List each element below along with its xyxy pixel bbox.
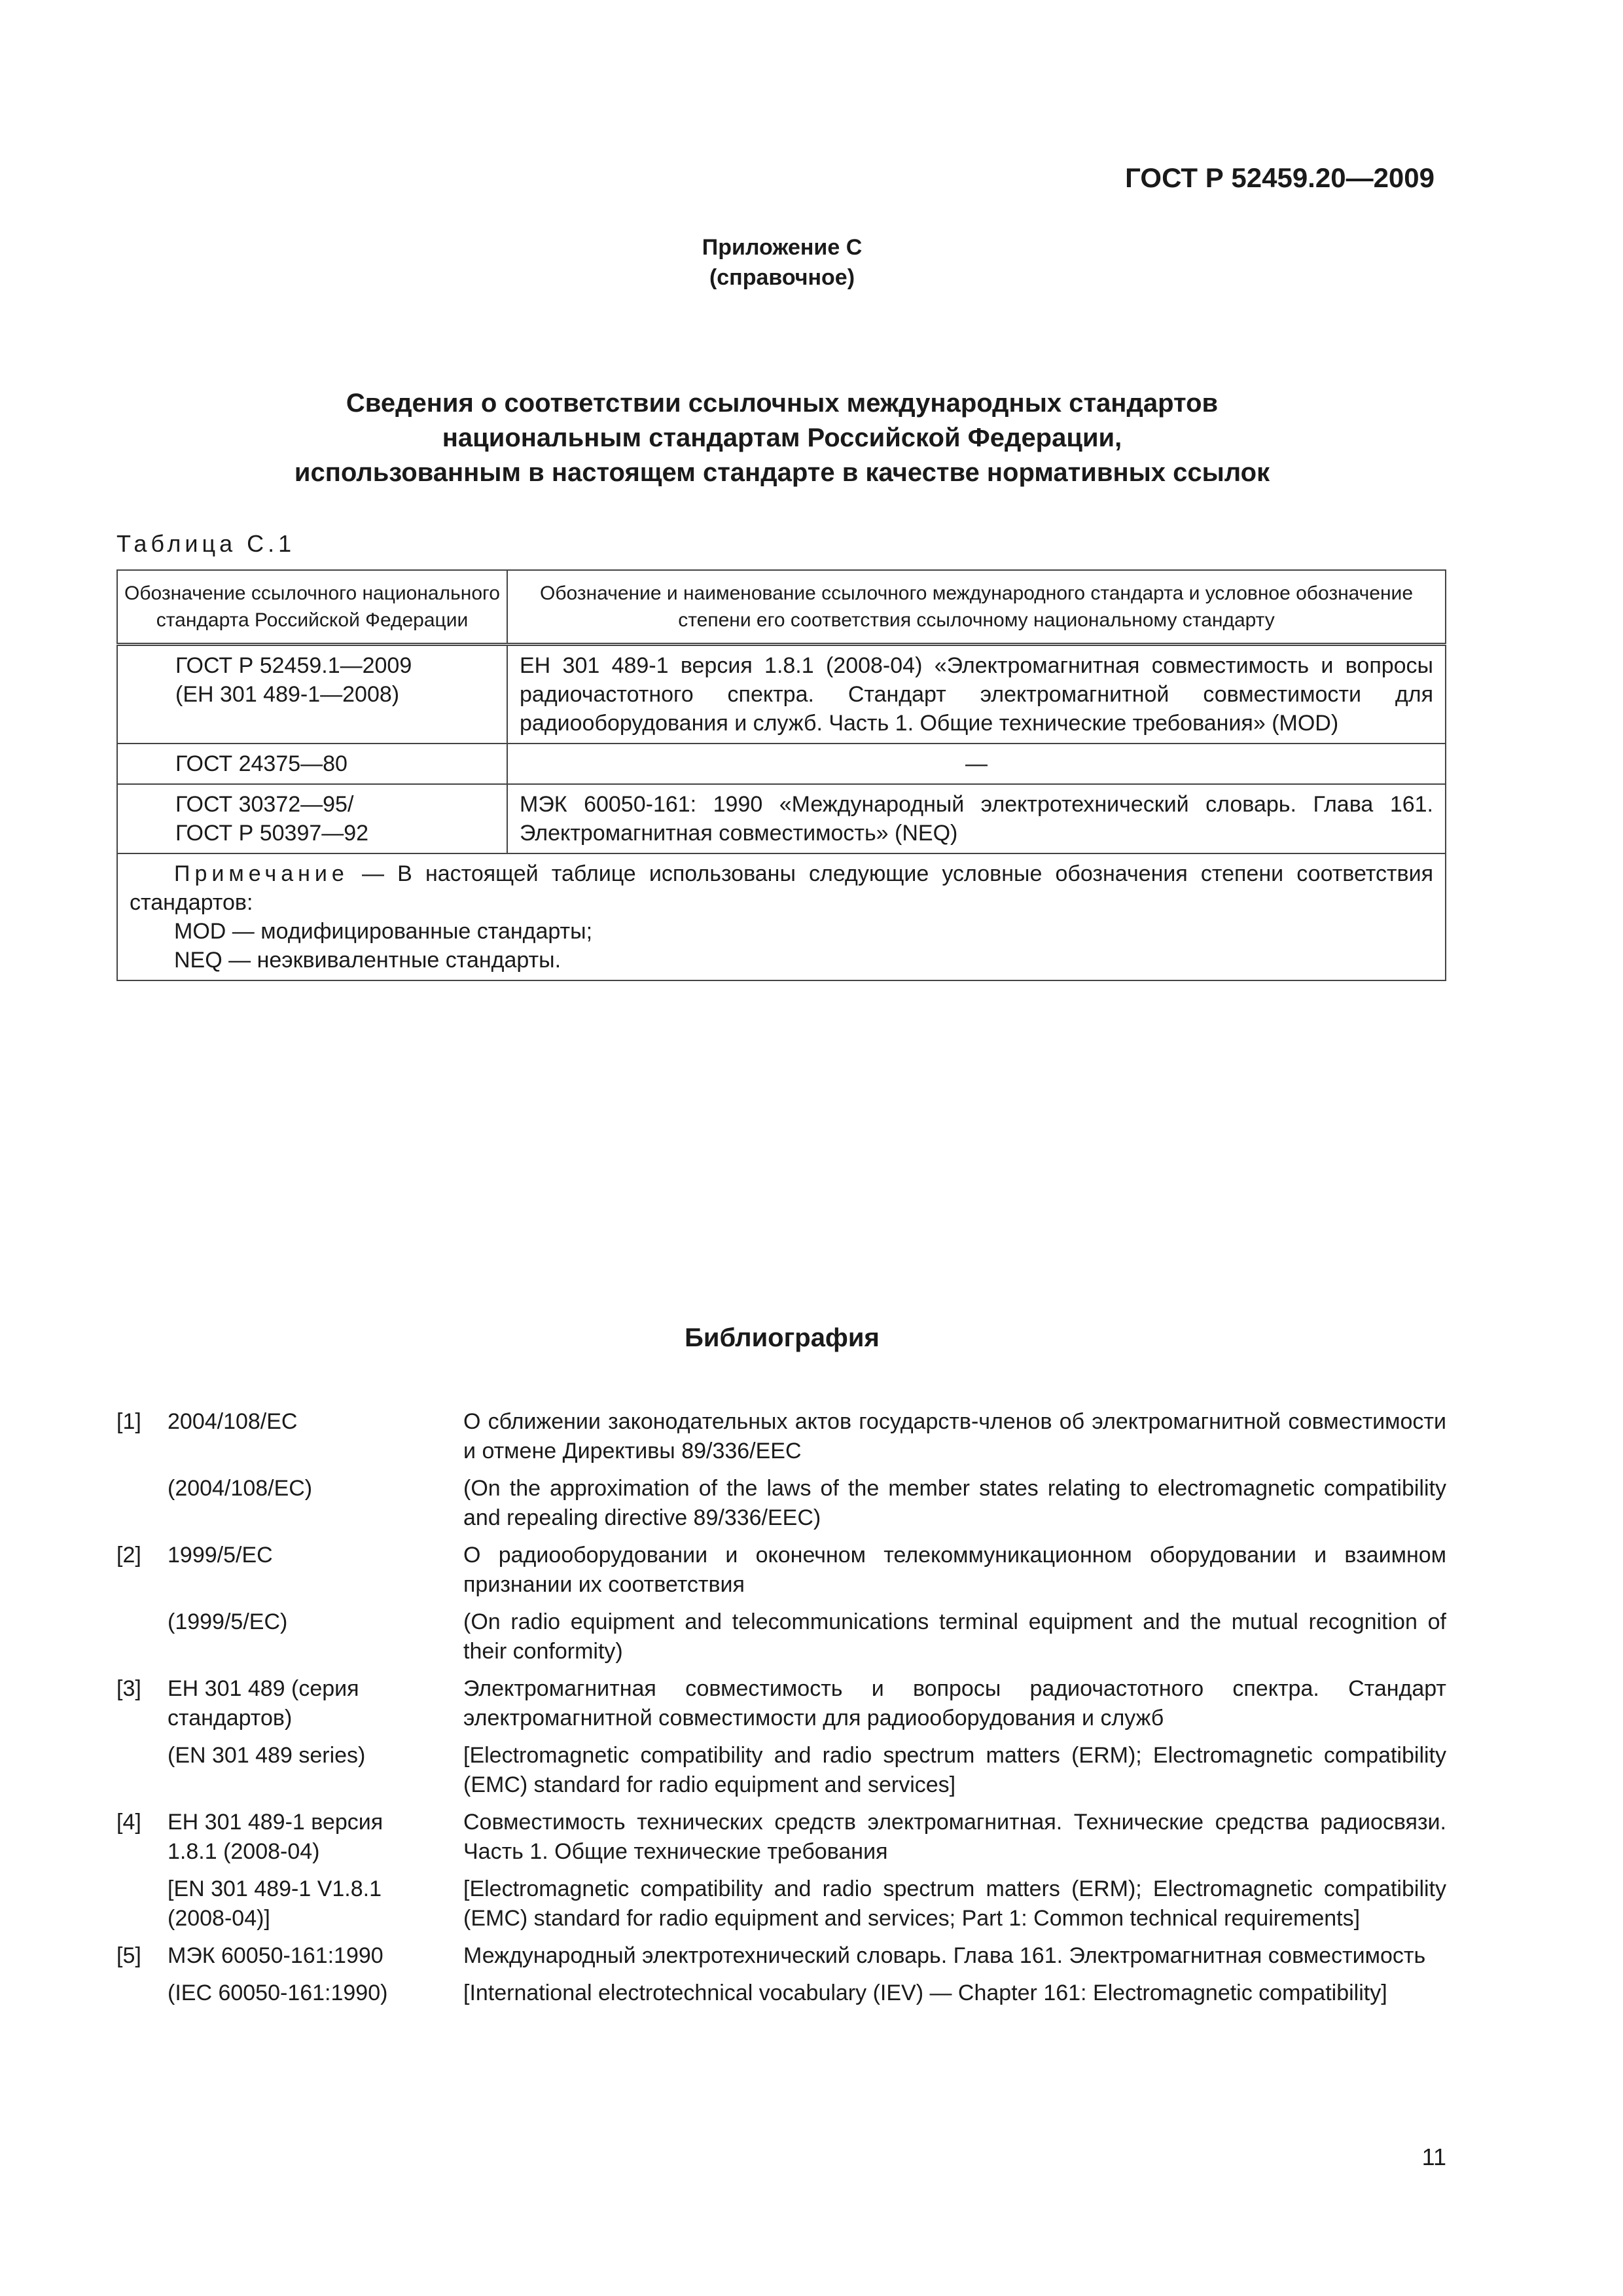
page-title-line-2: национальным стандартам Российской Федерации,	[442, 423, 1122, 452]
list-item: (EN 301 489 series) [Electromagnetic compatibility and radio spectrum matters (ERM); Electromagnetic compatibility (EMC) standard for radio equipment and services]	[168, 1743, 1446, 1797]
note-text: — В настоящей таблице использованы следующие условные обозначения степени соответствия стандартов:	[130, 861, 1433, 915]
page-title-line-1: Сведения о соответствии ссылочных международных стандартов	[346, 389, 1219, 418]
list-item: (IEC 60050-161:1990) [International electrotechnical vocabulary (IEV) — Chapter 161: Electromagnetic compatibility]	[168, 1981, 1387, 2005]
bibliography-list	[116, 1407, 1446, 2016]
list-item: [5] МЭК 60050-161:1990 Международный электротехнический словарь. Глава 161. Электромагнитная совместимость	[116, 1943, 1426, 1968]
table-header-col2: Обозначение и наименование ссылочного международного стандарта и условное обозначение степени его соответствия ссылочному национальному стандарту	[507, 570, 1446, 645]
table-header-row	[117, 570, 1446, 645]
table-header-col1: Обозначение ссылочного национального стандарта Российской Федерации	[117, 570, 507, 645]
list-item: [EN 301 489-1 V1.8.1 (2008-04)] [Electromagnetic compatibility and radio spectrum matters (ERM); Electromagnetic compatibility (EMC) standard for radio equipment and services; Part 1: Common technical requirements]	[168, 1876, 1446, 1931]
table-note-row	[117, 853, 1446, 980]
note-mod: MOD — модифицированные стандарты;	[174, 919, 593, 944]
note-neq: NEQ — неэквивалентные стандарты.	[174, 948, 562, 973]
table-cell-international-standard: МЭК 60050-161: 1990 «Международный электротехнический словарь. Глава 161. Электромагнитная совместимость» (NEQ)	[507, 784, 1446, 853]
table-cell-national-standard: ГОСТ Р 52459.1—2009 (ЕН 301 489-1—2008)	[117, 645, 507, 744]
document-number: ГОСТ Р 52459.20—2009	[1125, 162, 1435, 193]
table-row	[117, 744, 1446, 784]
list-item: [4] ЕН 301 489-1 версия 1.8.1 (2008-04) Совместимость технических средств электромагнитная. Технические средства радиосвязи. Часть 1. Общие технические требования	[116, 1810, 1446, 1864]
table-row	[117, 645, 1446, 744]
table-row	[117, 784, 1446, 853]
list-item: (1999/5/ЕС) (On radio equipment and telecommunications terminal equipment and the mutual recognition of their conformity)	[168, 1609, 1446, 1664]
list-item: (2004/108/ЕС) (On the approximation of the laws of the member states relating to electromagnetic compatibility and repealing directive 89/336/EEC)	[168, 1476, 1446, 1530]
table-cell-national-standard: ГОСТ 24375—80	[117, 744, 507, 784]
table-cell-international-standard: ЕН 301 489-1 версия 1.8.1 (2008-04) «Электромагнитная совместимость и вопросы радиочастотного спектра. Стандарт электромагнитной совместимости для радиооборудования и служб. Часть 1. Общие технические требования» (MOD)	[507, 645, 1446, 744]
standards-table	[116, 569, 1446, 981]
page-title	[0, 386, 1564, 490]
appendix-subtitle: (справочное)	[709, 265, 855, 290]
table-cell-national-standard: ГОСТ 30372—95/ ГОСТ Р 50397—92	[117, 784, 507, 853]
page-number: 11	[1421, 2144, 1446, 2170]
list-item: [1] 2004/108/ЕС О сближении законодательных актов государств-членов об электромагнитной совместимости и отмене Директивы 89/336/ЕЕС	[116, 1409, 1446, 1463]
table-label: Таблица С.1	[116, 530, 296, 557]
note-label: Примечание	[174, 861, 349, 886]
list-item: [3] ЕН 301 489 (серия стандартов) Электромагнитная совместимость и вопросы радиочастотного спектра. Стандарт электромагнитной совместимости для радиооборудования и служб	[116, 1676, 1446, 1731]
bibliography-title: Библиография	[685, 1323, 880, 1352]
page-title-line-3: использованным в настоящем стандарте в качестве нормативных ссылок	[294, 458, 1270, 487]
list-item: [2] 1999/5/ЕС О радиооборудовании и оконечном телекоммуникационном оборудовании и взаимном признании их соответствия	[116, 1543, 1446, 1597]
table-note	[117, 853, 1446, 980]
appendix-title: Приложение С	[702, 235, 863, 260]
table-cell-international-standard: —	[507, 744, 1446, 784]
appendix-heading	[0, 232, 1564, 293]
